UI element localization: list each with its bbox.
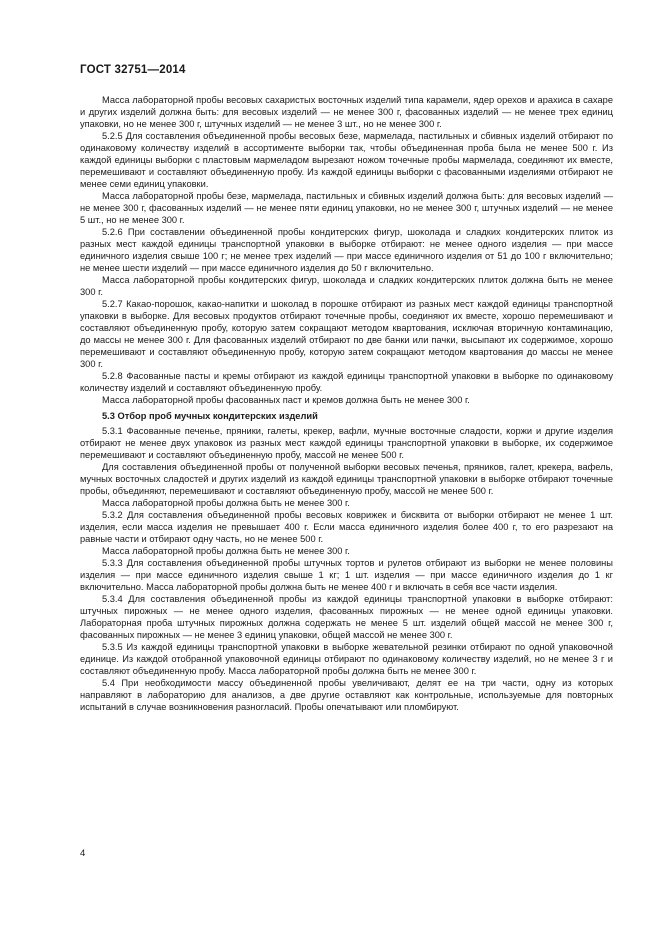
paragraph: 5.3.1 Фасованные печенье, пряники, галеты, крекер, вафли, мучные восточные сладости, коржи и другие изделия отбирают не менее двух упаковок из разных мест каждой единицы транспортной упаковки в выборке, их содержимое перемешивают и составляют объединенную пробу, массой не менее 500 г. xyxy=(80,426,613,460)
paragraph: Масса лабораторной пробы кондитерских фигур, шоколада и сладких кондитерских плиток должна быть не менее 300 г. xyxy=(80,275,613,297)
paragraph: 5.3.2 Для составления объединенной пробы весовых коврижек и бисквита от выборки отбирают не менее 1 шт. изделия, если масса изделия не превышает 400 г. Если масса единичного изделия более 400 г, то его разрезают на равные части и отбирают одну часть, но не менее 500 г. xyxy=(80,510,613,544)
paragraph: Масса лабораторной пробы фасованных паст и кремов должна быть не менее 300 г. xyxy=(102,395,470,405)
section-heading: 5.3 Отбор проб мучных кондитерских изделий xyxy=(102,411,318,421)
paragraph: Масса лабораторной пробы должна быть не менее 300 г. xyxy=(102,498,350,508)
paragraph: 5.2.5 Для составления объединенной пробы весовых безе, мармелада, пастильных и сбивных изделий отбирают по одинаковому количеству изделий в ассортименте выборки так, чтобы объединенная проба была не менее 500 г. Из каждой единицы выборки с пластовым мармеладом вырезают ножом точечные пробы мармелада, соединяют их вместе, перемешивают и составляют объединенную пробу. Из каждой единицы выборки с фасованными изделиями отбирают не менее семи единиц упаковки. xyxy=(80,131,613,189)
paragraph: 5.3.3 Для составления объединенной пробы штучных тортов и рулетов отбирают из выборки не менее половины изделия — при массе единичного изделия свыше 1 кг; 1 шт. изделия — при массе единичного изделия до 1 кг включительно. Масса лабораторной пробы должна быть не менее 400 г и включать в себя все части изделия. xyxy=(80,558,613,592)
document-body xyxy=(80,94,613,713)
paragraph: Масса лабораторной пробы безе, мармелада, пастильных и сбивных изделий должна быть: для весовых изделий — не менее 300 г, фасованных изделий — не менее пяти единиц упаковки, но не менее 300 г, штучных изделий — не менее 5 шт., но не менее 300 г. xyxy=(80,191,613,225)
standard-header: ГОСТ 32751—2014 xyxy=(80,64,186,76)
paragraph: 5.2.8 Фасованные пасты и кремы отбирают из каждой единицы транспортной упаковки в выборке по одинаковому количеству изделий и составляют объединенную пробу. xyxy=(80,371,613,393)
paragraph: Масса лабораторной пробы должна быть не менее 300 г. xyxy=(102,546,350,556)
page-number: 4 xyxy=(80,848,86,859)
paragraph: 5.4 При необходимости массу объединенной пробы увеличивают, делят ее на три части, одну из которых направляют в лабораторию для анализов, а две другие оставляют как контрольные, используемые для повторных испытаний в случае возникновения разногласий. Пробы опечатывают или пломбируют. xyxy=(80,678,613,712)
paragraph: Для составления объединенной пробы от полученной выборки весовых печенья, пряников, галет, крекера, вафель, мучных восточных сладостей и других изделий из каждой единицы транспортной упаковки в выборке отбирают точечные пробы, объединяют, перемешивают и составляют объединенную пробу, массой не менее 500 г. xyxy=(80,462,613,496)
paragraph: 5.2.6 При составлении объединенной пробы кондитерских фигур, шоколада и сладких кондитерских плиток из разных мест каждой единицы транспортной упаковки в выборке отбирают: не менее одного изделия — при массе единичного изделия свыше 100 г; не менее трех изделий — при массе единичного изделия от 51 до 100 г включительно; не менее шести изделий — при массе единичного изделия до 50 г включительно. xyxy=(80,227,613,273)
paragraph: Масса лабораторной пробы весовых сахаристых восточных изделий типа карамели, ядер орехов и арахиса в сахаре и других изделий должна быть: для весовых изделий — не менее 300 г, фасованных изделий — не менее трех единиц упаковки, но не менее 300 г, штучных изделий — не менее 3 шт., но не менее 300 г. xyxy=(80,95,613,129)
paragraph: 5.2.7 Какао-порошок, какао-напитки и шоколад в порошке отбирают из разных мест каждой единицы транспортной упаковки в выборке. Для весовых продуктов отбирают точечные пробы, соединяют их вместе, хорошо перемешивают и составляют объединенную пробу, которую затем сокращают методом квартования, исключая вторичную контаминацию, до массы не менее 300 г. Для фасованных изделий отбирают по две банки или пачки, высыпают их содержимое, хорошо перемешивают и составляют объединенную пробу, которую затем сокращают методом квартования до массы не менее 300 г. xyxy=(80,299,613,369)
paragraph: 5.3.5 Из каждой единицы транспортной упаковки в выборке жевательной резинки отбирают по одной упаковочной единице. Из каждой отобранной упаковочной единицы отбирают по одинаковому количеству изделий, но не менее 3 г и составляют объединенную пробу. Масса лабораторной пробы должна быть не менее 300 г. xyxy=(80,642,613,676)
paragraph: 5.3.4 Для составления объединенной пробы из каждой единицы транспортной упаковки в выборке отбирают: штучных пирожных — не менее одного изделия, фасованных пирожных — не менее одной единицы упаковки. Лабораторная проба штучных пирожных должна содержать не менее 5 шт. изделий общей массой не менее 300 г, фасованных пирожных — не менее 3 единиц упаковки, общей массой не менее 300 г. xyxy=(80,594,613,640)
